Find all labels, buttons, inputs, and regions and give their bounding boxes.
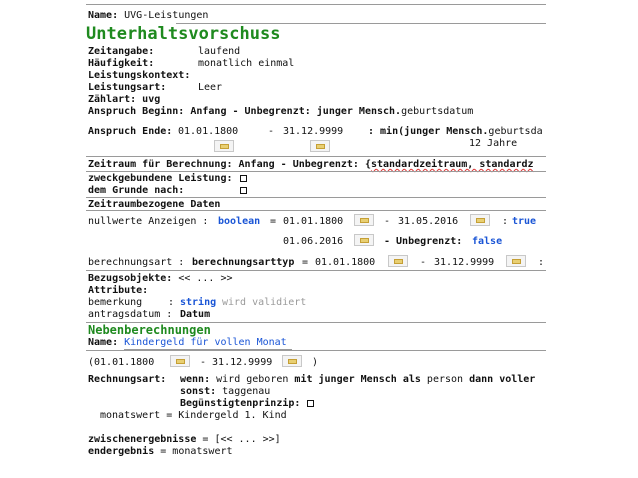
antragsdatum-type: Datum	[180, 309, 211, 320]
period-start[interactable]: (01.01.1800	[88, 357, 155, 368]
bemerkung-label: bemerkung	[88, 297, 143, 308]
sonst-value[interactable]: taggenau	[222, 386, 271, 397]
dem-grunde-checkbox[interactable]	[240, 187, 247, 194]
anspruch-ende-min	[368, 126, 543, 138]
mit-keyword: mit	[294, 374, 313, 385]
calendar-icon[interactable]	[214, 140, 234, 152]
bezugsobjekte-value[interactable]: << ... >>	[178, 273, 233, 284]
zwischen-value[interactable]: = [<< ... >>]	[202, 434, 281, 445]
bemerkung-colon: :	[168, 297, 175, 308]
top-divider	[86, 4, 546, 5]
anspruch-ende-years: 12 Jahre	[469, 138, 518, 149]
anspruch-ende-dash: -	[268, 126, 275, 137]
name-row	[88, 10, 208, 22]
calendar-icon[interactable]	[354, 234, 374, 246]
als-keyword: als	[402, 374, 421, 385]
nullwerte-end[interactable]: 31.05.2016	[398, 216, 459, 227]
haeufigkeit-value[interactable]: monatlich einmal	[198, 58, 295, 69]
wenn-label: wenn:	[180, 374, 211, 385]
berechnungsart-type: berechnungsarttyp	[192, 257, 295, 268]
sonst-label: sonst:	[180, 386, 217, 397]
calendar-icon[interactable]	[282, 355, 302, 367]
leistungskontext-label: Leistungskontext:	[88, 70, 191, 81]
anspruch-beginn-row	[88, 106, 473, 118]
name-value[interactable]: UVG-Leistungen	[124, 10, 209, 21]
neben-name-label: Name:	[88, 337, 119, 348]
min-func-suffix[interactable]: geburtsda	[488, 126, 543, 137]
zeitangabe-row	[88, 46, 154, 58]
calendar-icon[interactable]	[388, 255, 408, 267]
zwischen-row	[88, 434, 281, 446]
leistungsart-label: Leistungsart:	[88, 82, 167, 93]
berechnungsart-start[interactable]: 01.01.1800	[315, 257, 376, 268]
section-divider	[86, 270, 546, 271]
page-title: Unterhaltsvorschuss	[86, 24, 281, 44]
sonst-row	[180, 386, 270, 398]
berechnungsart-label: berechnungsart :	[88, 257, 185, 268]
nullwerte-eq: =	[270, 216, 277, 227]
neben-name-value[interactable]: Kindergeld für vollen Monat	[124, 337, 287, 348]
section-divider	[86, 156, 546, 157]
nullwerte-false[interactable]: false	[472, 236, 503, 247]
zeitraum-label: Zeitraum für Berechnung: Anfang - Unbegrenzt: {	[88, 159, 371, 170]
anspruch-ende-label: Anspruch Ende:	[88, 126, 173, 137]
bemerkung-note: wird validiert	[222, 297, 307, 308]
zeitangabe-label: Zeitangabe:	[88, 46, 155, 57]
calendar-icon[interactable]	[310, 140, 330, 152]
berechnungsart-eq: =	[302, 257, 309, 268]
nullwerte-label: nullwerte Anzeigen :	[88, 216, 209, 227]
neben-name-row	[88, 337, 287, 349]
min-func-label: : min(junger Mensch.	[368, 126, 489, 137]
bezugsobjekte-row	[88, 273, 233, 285]
nullwerte-dash: -	[384, 216, 391, 227]
period-end[interactable]: - 31.12.9999	[200, 357, 273, 368]
calendar-icon[interactable]	[470, 214, 490, 226]
endergebnis-label: endergebnis	[88, 446, 155, 457]
calendar-icon[interactable]	[506, 255, 526, 267]
junger-mensch-ref[interactable]: junger Mensch	[318, 374, 397, 385]
anspruch-beginn-suffix[interactable]: geburtsdatum	[401, 106, 474, 117]
nullwerte-row2-start[interactable]: 01.06.2016	[283, 236, 344, 247]
beguenstigt-label: Begünstigtenprinzip:	[180, 398, 301, 409]
leistungsart-value[interactable]: Leer	[198, 82, 223, 93]
zaehlart-label: Zählart: uvg	[88, 94, 161, 105]
nullwerte-type: boolean	[218, 216, 261, 227]
berechnungsart-dash: -	[420, 257, 427, 268]
section-divider	[86, 197, 546, 198]
monatswert-row[interactable]: monatswert = Kindergeld 1. Kind	[100, 410, 287, 421]
zeitangabe-value[interactable]: laufend	[198, 46, 241, 57]
nullwerte-true[interactable]: true	[512, 216, 537, 227]
bezugsobjekte-label: Bezugsobjekte:	[88, 273, 173, 284]
endergebnis-row	[88, 446, 233, 458]
anspruch-ende-row	[88, 126, 172, 138]
attribute-label: Attribute:	[88, 285, 149, 296]
nullwerte-start[interactable]: 01.01.1800	[283, 216, 344, 227]
nullwerte-colon: :	[502, 216, 509, 227]
endergebnis-value[interactable]: = monatswert	[160, 446, 233, 457]
zeitraum-value[interactable]: standardzeitraum, standardz	[370, 159, 534, 170]
zeitraumbezogen-label: Zeitraumbezogene Daten	[88, 199, 221, 210]
berechnungsart-colon: :	[538, 257, 545, 268]
anspruch-beginn-label: Anspruch Beginn: Anfang - Unbegrenzt: junger Mensch.	[88, 106, 402, 117]
haeufigkeit-label: Häufigkeit:	[88, 58, 155, 69]
section-divider	[86, 350, 546, 351]
wenn-row	[180, 374, 535, 386]
antragsdatum-label: antragsdatum :	[88, 309, 173, 320]
zeitraum-row	[88, 159, 534, 171]
berechnungsart-end[interactable]: 31.12.9999	[434, 257, 495, 268]
period-close: )	[312, 357, 319, 368]
zweckgebunden-checkbox[interactable]	[240, 175, 247, 182]
section-divider	[86, 210, 546, 211]
nebenberechnungen-title: Nebenberechnungen	[88, 323, 211, 337]
section-divider	[86, 171, 546, 172]
rechnungsart-label: Rechnungsart:	[88, 374, 167, 385]
haeufigkeit-row	[88, 58, 154, 70]
person-ref[interactable]: person	[426, 374, 464, 385]
anspruch-ende-end[interactable]: 31.12.9999	[283, 126, 344, 137]
voller-ref[interactable]: voller	[499, 374, 536, 385]
anspruch-ende-start[interactable]: 01.01.1800	[178, 126, 239, 137]
zweckgebunden-label: zweckgebundene Leistung:	[88, 173, 233, 184]
dem-grunde-label: dem Grunde nach:	[88, 185, 185, 196]
beguenstigt-checkbox[interactable]	[307, 400, 314, 407]
bemerkung-type: string	[180, 297, 217, 308]
nullwerte-row2-dash: - Unbegrenzt:	[384, 236, 463, 247]
zwischen-label: zwischenergebnisse	[88, 434, 197, 445]
calendar-icon[interactable]	[170, 355, 190, 367]
name-label: Name:	[88, 10, 119, 21]
dann-keyword: dann	[469, 374, 494, 385]
wenn-text[interactable]: wird geboren	[216, 374, 289, 385]
calendar-icon[interactable]	[354, 214, 374, 226]
